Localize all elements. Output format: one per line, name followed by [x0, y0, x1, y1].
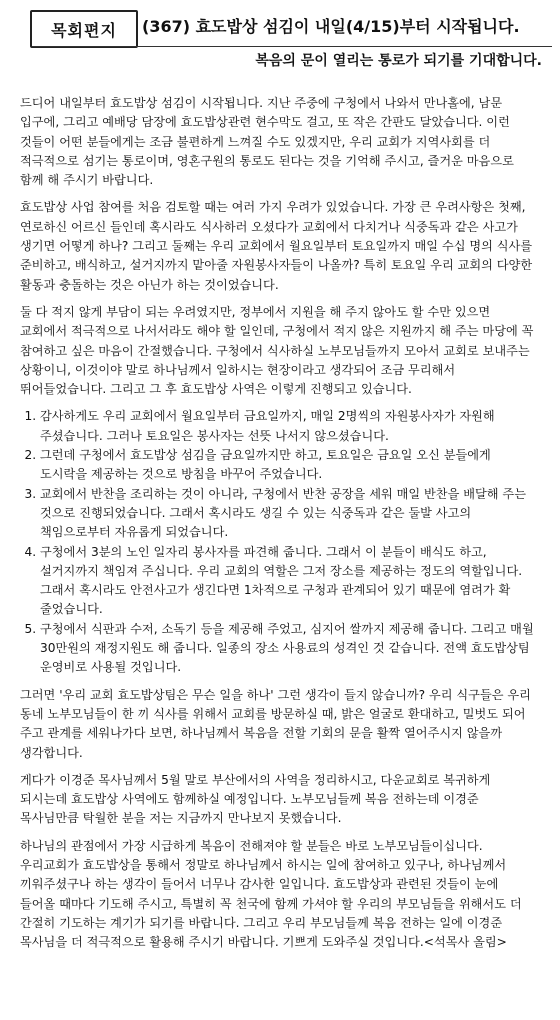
body-paragraph-1: 드디어 내일부터 효도밥상 섬김이 시작됩니다. 지난 주중에 구청에서 나와서 만나홀에, 남문 입구에, 그리고 예배당 담장에 효도밥상관련 현수막도 걸고, 또 작은 간판도 달았습니다. 이런 것들이 어떤 분들에게는 조금 불편하게 느껴질 수도 있겠지만, 우리 교회가 지역사회를 더 적극적으로 섬기는 통로이며, 영혼구원의 통로도 된다는 것을 기억해 주시고, 즐거운 마음으로 함께 해 주시기 바랍니다.: [20, 96, 514, 188]
letter-header: [8, 4, 552, 69]
progress-list: [20, 407, 536, 677]
list-item: 2. 그런데 구청에서 효도밥상 섬김을 금요일까지만 하고, 토요일은 금요일 오신 분들에게 도시락을 제공하는 것으로 방침을 바꾸어 주었습니다.: [40, 446, 536, 485]
page-title: (367) 효도밥상 섬김이 내일(4/15)부터 시작됩니다.: [142, 17, 520, 36]
list-item: 3. 교회에서 반찬을 조리하는 것이 아니라, 구청에서 반찬 공장을 세워 매일 반찬을 배달해 주는 것으로 진행되었습니다. 그래서 혹시라도 생길 수 있는 식중독과 같은 둘발 사고의 책임으로부터 자유롭게 되었습니다.: [40, 485, 536, 543]
closing-paragraph-3: 하나님의 관점에서 가장 시급하게 복음이 전해져야 할 분들은 바로 노부모님들이십니다. 우리교회가 효도밥상을 통해서 정말로 하나님께서 하시는 일에 참여하고 있구나, 하나님께서 끼워주셨구나 하는 생각이 들어서 너무나 감사한 일입니다. 효도밥상과 관련된 것들이 눈에 들어올 때마다 기도해 주시고, 특별히 꼭 천국에 함께 가셔야 할 우리의 부모님들을 위해서도 더 간절히 기도하는 계기가 되기를 바랍니다. 그리고 우리 부모님들께 복음 전하는 일에 이경준 목사님을 더 적극적으로 활용해 주시기 바랍니다. 기쁘게 도와주실 것입니다.<석목사 올림>: [20, 838, 522, 950]
letter-body: [20, 94, 536, 960]
page-subtitle: 복음의 문이 열리는 통로가 되기를 기대합니다.: [255, 53, 542, 69]
column-badge: 목회편지: [30, 10, 138, 48]
list-item: 4. 구청에서 3분의 노인 일자리 봉사자를 파견해 줍니다. 그래서 이 분들이 배식도 하고, 설거지까지 책임져 주십니다. 우리 교회의 역할은 그저 장소를 제공하는 정도의 역할입니다. 그래서 혹시라도 안전사고가 생긴다면 1차적으로 구청과 관계되어 있기 때문에 염려가 확 줄었습니다.: [40, 543, 536, 620]
header-divider: [32, 46, 552, 47]
body-paragraph-3: 둘 다 적지 않게 부담이 되는 우려였지만, 정부에서 지원을 해 주지 않아도 할 수만 있으면 교회에서 적극적으로 나서서라도 해야 할 일인데, 구청에서 적지 않은 지원까지 해 주는 마당에 꼭 참여하고 싶은 마음이 간절했습니다. 구청에서 식사하실 노부모님들까지 모아서 교회로 보내주는 상황이니, 이것이야 말로 하나님께서 일하시는 현장이라고 생각되어 조금 무리해서 뛰어들었습니다. 그리고 그 후 효도밥상 사역은 이렇게 진행되고 있습니다.: [20, 304, 534, 397]
list-item: 1. 감사하게도 우리 교회에서 월요일부터 금요일까지, 매일 2명씩의 자원봉사자가 자원해 주셨습니다. 그러나 토요일은 봉사자는 선뜻 나서지 않으셨습니다.: [40, 407, 536, 446]
closing-paragraph-2: 게다가 이경준 목사님께서 5월 말로 부산에서의 사역을 정리하시고, 다운교회로 복귀하게 되시는데 효도밥상 사역에도 함께하실 예정입니다. 노부모님들께 복음 전하는데 이경준 목사님만큼 탁월한 분을 저는 지금까지 만나보지 못했습니다.: [20, 772, 491, 826]
body-paragraph-2: 효도밥상 사업 참여를 처음 검토할 때는 여러 가지 우려가 있었습니다. 가장 큰 우려사항은 첫째, 연로하신 어르신 들인데 혹시라도 식사하러 오셨다가 교회에서 다치거나 식중독과 같은 사고가 생기면 어떻게 하나? 그리고 둘째는 우리 교회에서 월요일부터 토요일까지 매일 수십 명의 식사를 준비하고, 배식하고, 설거지까지 맡아줄 자원봉사자들이 나올까? 특히 토요일 우리 교회의 다양한 활동과 충돌하는 것은 아닌가 하는 것이었습니다.: [20, 200, 533, 292]
list-item: 5. 구청에서 식판과 수저, 소독기 등을 제공해 주었고, 심지어 쌀까지 제공해 줍니다. 그리고 매월 30만원의 재정지원도 해 줍니다. 일종의 장소 사용료의 성격인 것 같습니다. 전액 효도밥상팀 운영비로 사용될 것입니다.: [40, 620, 536, 678]
closing-paragraph-1: 그러면 '우리 교회 효도밥상팀은 무슨 일을 하나' 그런 생각이 들지 않습니까? 우리 식구들은 우리 동네 노부모님들이 한 끼 식사를 위해서 교회를 방문하실 때, 밝은 얼굴로 환대하고, 밀벗도 되어 주고 관계를 세워나가다 보면, 하나님께서 복음을 전할 기회의 문을 활짝 열어주시지 않을까 생각합니다.: [20, 687, 531, 760]
